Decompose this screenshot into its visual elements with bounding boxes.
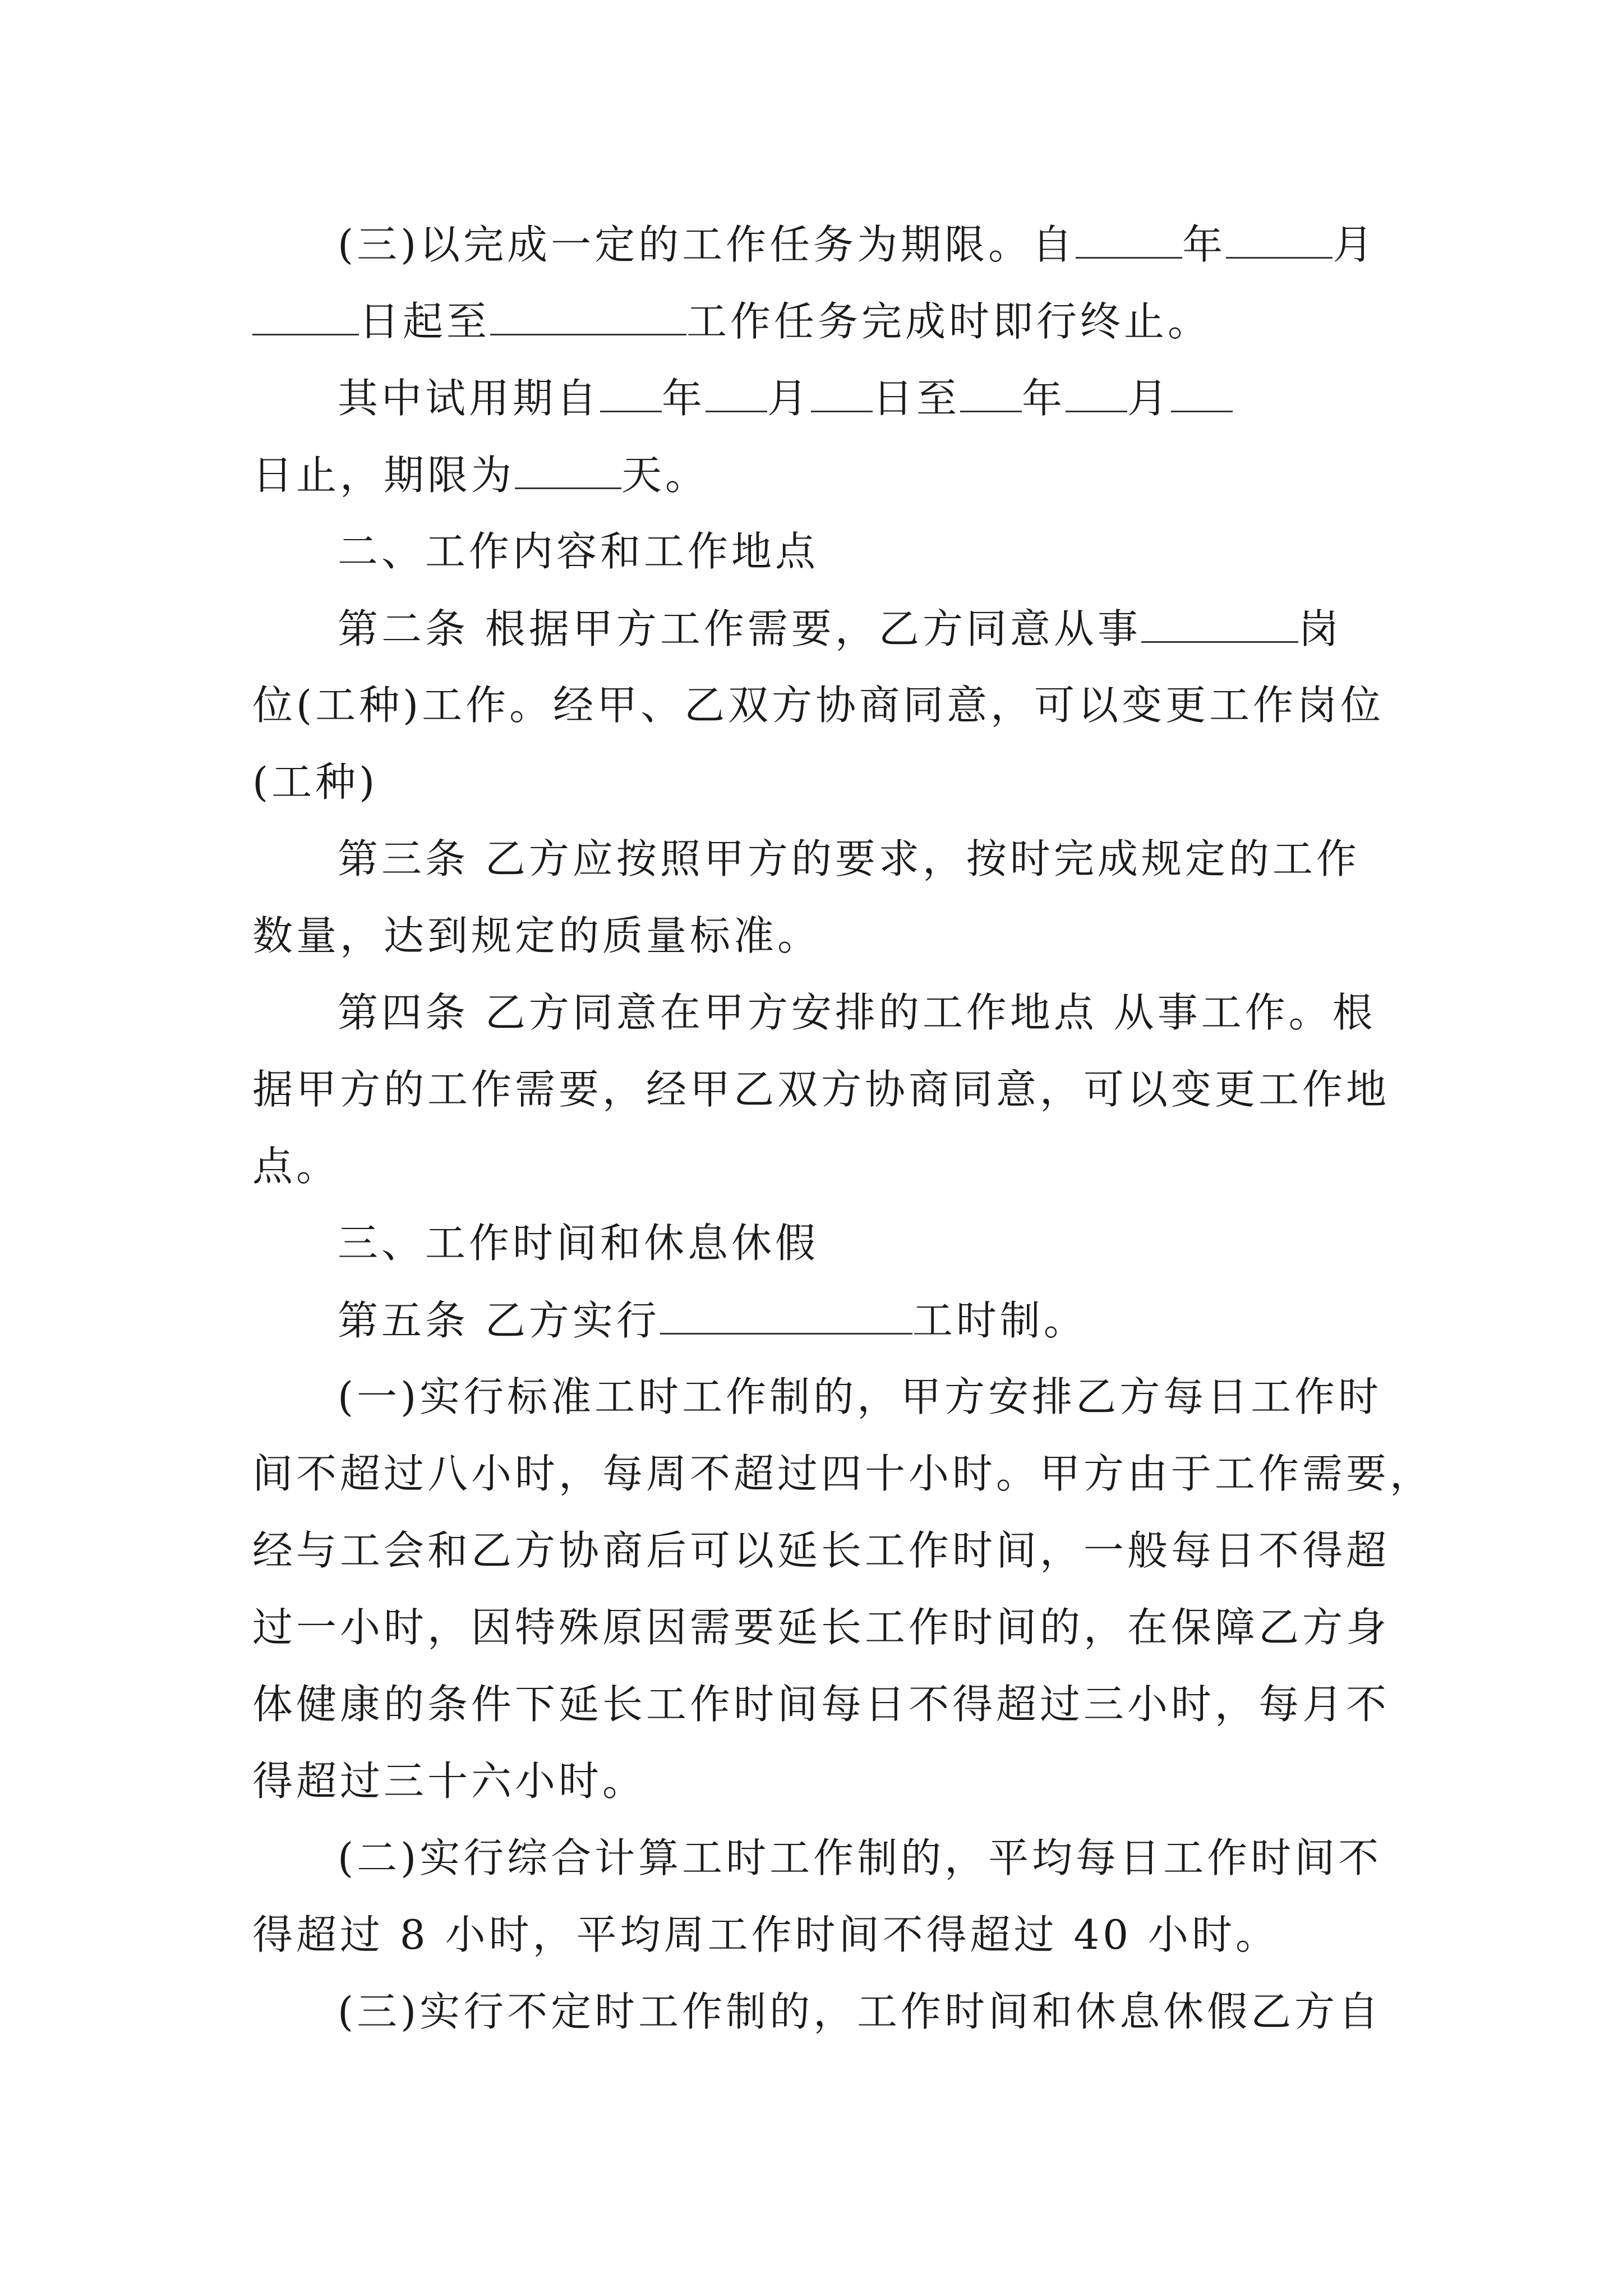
paragraph-line: 得超过 8 小时，平均周工作时间不得超过 40 小时。 [252,1911,1279,1958]
blank-field-year [1076,213,1182,259]
blank-field-days [515,444,621,489]
blank-field-day [252,290,359,335]
text-segment: 年 [1022,375,1066,422]
text-segment: 日至 [873,375,961,422]
text-segment: 第二条 根据甲方工作需要，乙方同意从事 [338,605,1141,652]
paragraph-line: (工种) [252,758,379,806]
blank-field-year [600,367,662,412]
text-segment: 岗 [1298,605,1342,652]
blank-field-month [706,367,767,412]
text-segment: 其中试用期自 [338,375,601,422]
paragraph-line [252,290,1384,367]
paragraph-line: 第三条 乙方应按照甲方的要求，按时完成规定的工作 [338,835,1360,882]
paragraph-line [252,597,1384,674]
section-heading: 三、工作时间和休息休假 [338,1220,819,1267]
paragraph-line [252,367,1384,444]
text-segment: 日起至 [359,298,491,345]
paragraph-line [252,444,1384,521]
paragraph-line: 经与工会和乙方协商后可以延长工作时间，一般每日不得超 [252,1527,1390,1574]
paragraph-line: (二)实行综合计算工时工作制的，平均每日工作时间不 [338,1834,1382,1881]
paragraph-line: 过一小时，因特殊原因需要延长工作时间的，在保障乙方身 [252,1604,1390,1651]
paragraph-line [252,213,1384,290]
text-segment: 日止，期限为 [252,452,515,499]
paragraph-line: 得超过三十六小时。 [252,1757,647,1805]
paragraph-line: 位(工种)工作。经甲、乙双方协商同意，可以变更工作岗位 [252,682,1385,729]
blank-field-day [1171,367,1233,412]
document-body [252,213,1434,2058]
section-heading: 二、工作内容和工作地点 [338,528,819,575]
paragraph-line: 据甲方的工作需要，经甲乙双方协商同意，可以变更工作地 [252,1066,1390,1113]
paragraph-line: 体健康的条件下延长工作时间每日不得超过三小时，每月不 [252,1681,1390,1728]
blank-field-month [1066,367,1127,412]
blank-field-task [490,290,686,335]
text-segment: 年 [662,375,706,422]
paragraph-line: 第四条 乙方同意在甲方安排的工作地点 从事工作。根 [338,989,1376,1036]
text-segment: 月 [1127,375,1172,422]
text-segment: 天。 [621,452,709,499]
blank-field-year [960,367,1022,412]
paragraph-line: (一)实行标准工时工作制的，甲方安排乙方每日工作时 [338,1373,1382,1420]
blank-field-month [1226,213,1332,259]
paragraph-line: (三)实行不定时工作制的，工作时间和休息休假乙方自 [338,1988,1382,2035]
text-segment: 第五条 乙方实行 [338,1297,660,1344]
text-segment: (三)以完成一定的工作任务为期限。自 [338,221,1076,268]
paragraph-line: 点。 [252,1143,340,1190]
text-segment: 年 [1182,221,1227,268]
text-segment: 工作任务完成时即行终止。 [686,298,1212,345]
blank-field-day [811,367,873,412]
text-segment: 月 [1332,221,1377,268]
blank-field-position [1141,597,1298,643]
text-segment: 月 [767,375,811,422]
blank-field-hours-system [660,1289,912,1335]
paragraph-line: 数量，达到规定的质量标准。 [252,912,822,959]
paragraph-line [252,1289,1384,1366]
text-segment: 工时制。 [912,1297,1087,1344]
paragraph-line: 间不超过八小时，每周不超过四十小时。甲方由于工作需要， [252,1450,1434,1497]
